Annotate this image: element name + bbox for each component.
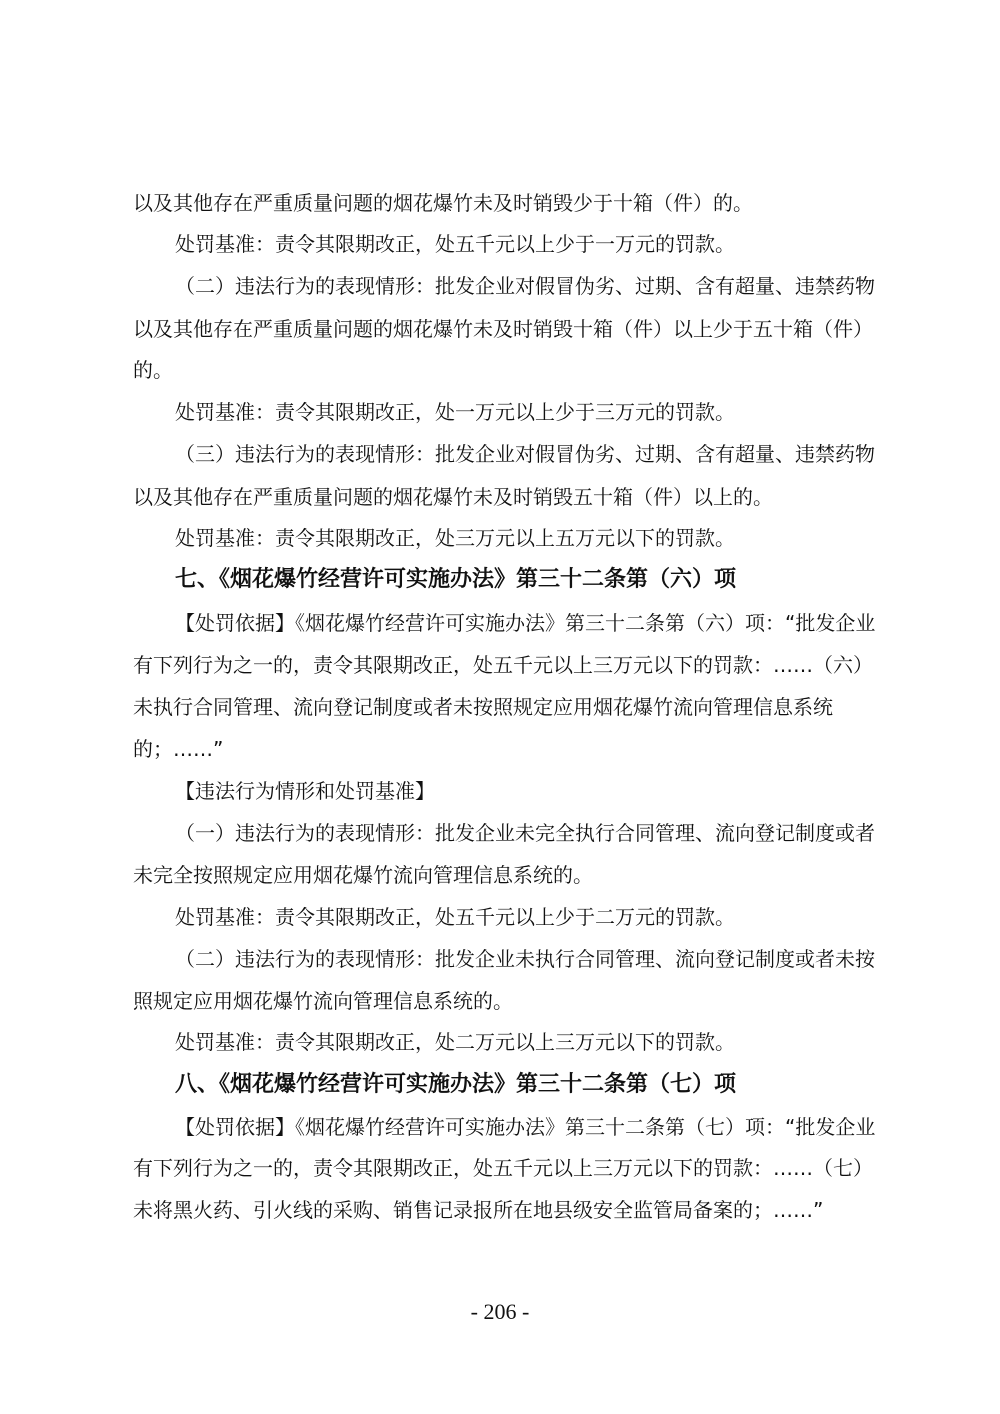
text-line: 的；……”: [133, 737, 224, 761]
text-line: 【处罚依据】《烟花爆竹经营许可实施办法》第三十二条第（六）项：“批发企业: [175, 611, 876, 635]
text-line: 处罚基准：责令其限期改正，处一万元以上少于三万元的罚款。: [175, 400, 735, 424]
text-line: 【处罚依据】《烟花爆竹经营许可实施办法》第三十二条第（七）项：“批发企业: [175, 1115, 876, 1139]
text-line: 以及其他存在严重质量问题的烟花爆竹未及时销毁十箱（件）以上少于五十箱（件）: [133, 317, 873, 341]
text-line: （三）违法行为的表现情形：批发企业对假冒伪劣、过期、含有超量、违禁药物: [175, 442, 875, 466]
text-line: 的。: [133, 358, 173, 382]
text-line: 【违法行为情形和处罚基准】: [175, 779, 435, 803]
section-heading: 七、《烟花爆竹经营许可实施办法》第三十二条第（六）项: [175, 566, 737, 592]
text-line: 有下列行为之一的，责令其限期改正，处五千元以上三万元以下的罚款：……（七）: [133, 1156, 873, 1180]
page-number: - 206 -: [470, 1299, 530, 1324]
text-line: （二）违法行为的表现情形：批发企业对假冒伪劣、过期、含有超量、违禁药物: [175, 274, 875, 298]
text-line: 以及其他存在严重质量问题的烟花爆竹未及时销毁五十箱（件）以上的。: [133, 485, 773, 509]
section-heading: 八、《烟花爆竹经营许可实施办法》第三十二条第（七）项: [175, 1071, 737, 1097]
text-line: 处罚基准：责令其限期改正，处五千元以上少于一万元的罚款。: [175, 232, 735, 256]
text-line: 未执行合同管理、流向登记制度或者未按照规定应用烟花爆竹流向管理信息系统: [133, 695, 833, 719]
text-line: 有下列行为之一的，责令其限期改正，处五千元以上三万元以下的罚款：……（六）: [133, 653, 873, 677]
text-line: 未将黑火药、引火线的采购、销售记录报所在地县级安全监管局备案的；……”: [133, 1198, 824, 1222]
text-line: 照规定应用烟花爆竹流向管理信息系统的。: [133, 989, 513, 1013]
text-line: 处罚基准：责令其限期改正，处五千元以上少于二万元的罚款。: [175, 905, 735, 929]
text-line: 未完全按照规定应用烟花爆竹流向管理信息系统的。: [133, 863, 593, 887]
text-line: 以及其他存在严重质量问题的烟花爆竹未及时销毁少于十箱（件）的。: [133, 191, 753, 215]
text-line: （二）违法行为的表现情形：批发企业未执行合同管理、流向登记制度或者未按: [175, 947, 875, 971]
text-line: 处罚基准：责令其限期改正，处三万元以上五万元以下的罚款。: [175, 526, 735, 550]
text-line: 处罚基准：责令其限期改正，处二万元以上三万元以下的罚款。: [175, 1030, 735, 1054]
text-line: （一）违法行为的表现情形：批发企业未完全执行合同管理、流向登记制度或者: [175, 821, 875, 845]
